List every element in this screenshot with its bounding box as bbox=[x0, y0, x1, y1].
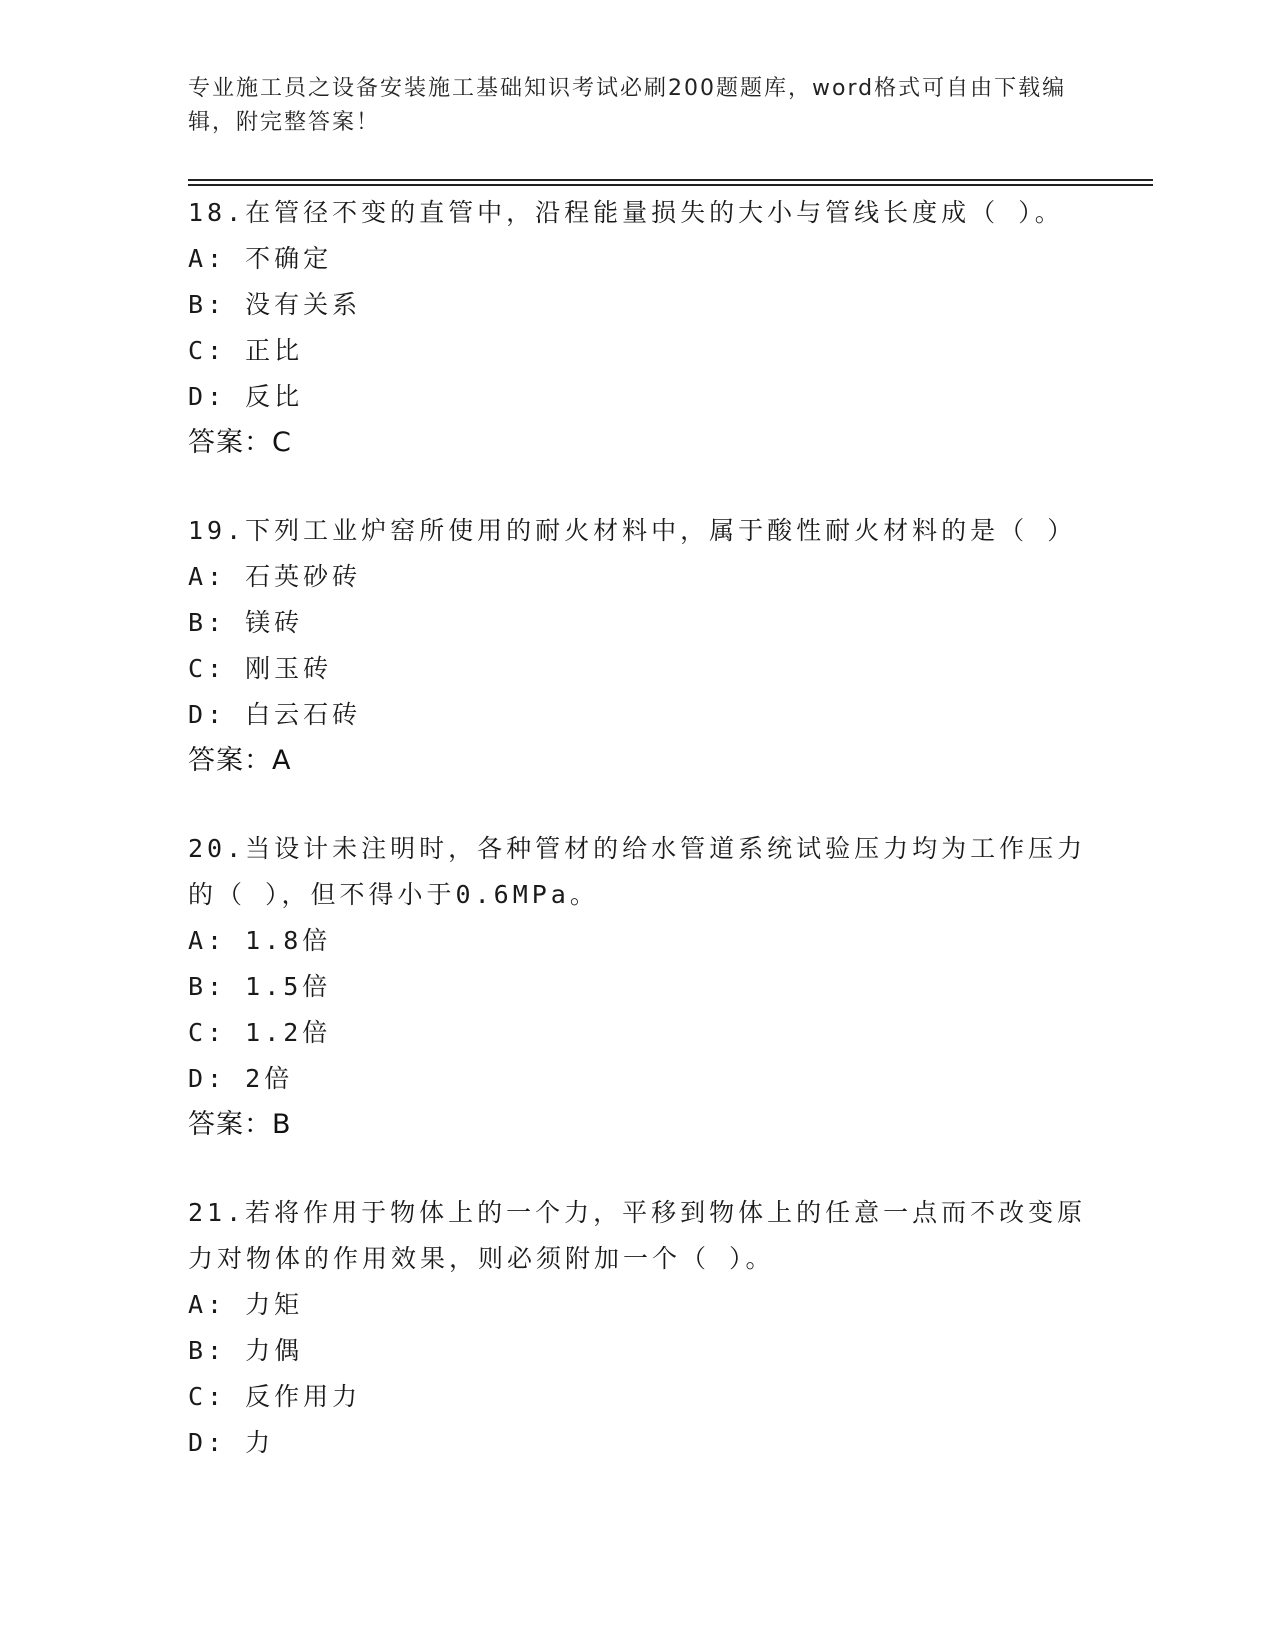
option-d: D: 2倍 bbox=[188, 1064, 294, 1093]
header-divider-bottom bbox=[188, 184, 1153, 186]
option-b: B: 镁砖 bbox=[188, 608, 304, 637]
answer-label: 答案：C bbox=[188, 427, 292, 458]
question-18 bbox=[188, 190, 1088, 466]
option-c: C: 刚玉砖 bbox=[188, 654, 333, 683]
question-stem: 19.下列工业炉窑所使用的耐火材料中，属于酸性耐火材料的是（ ） bbox=[188, 516, 1077, 545]
option-c: C: 正比 bbox=[188, 336, 304, 365]
question-20 bbox=[188, 826, 1088, 1148]
option-d: D: 反比 bbox=[188, 382, 304, 411]
question-stem: 18.在管径不变的直管中，沿程能量损失的大小与管线长度成（ ）。 bbox=[188, 198, 1064, 227]
option-a: A: 1.8倍 bbox=[188, 926, 332, 955]
option-c: C: 反作用力 bbox=[188, 1382, 362, 1411]
option-a: A: 石英砂砖 bbox=[188, 562, 362, 591]
question-stem: 21.若将作用于物体上的一个力，平移到物体上的任意一点而不改变原力对物体的作用效果，则必须附加一个（ ）。 bbox=[188, 1198, 1087, 1273]
answer-label: 答案：B bbox=[188, 1109, 292, 1140]
option-b: B: 没有关系 bbox=[188, 290, 362, 319]
option-b: B: 力偶 bbox=[188, 1336, 304, 1365]
option-a: A: 不确定 bbox=[188, 244, 333, 273]
question-stem: 20.当设计未注明时，各种管材的给水管道系统试验压力均为工作压力的（ ），但不得小于0.6MPa。 bbox=[188, 834, 1087, 909]
option-d: D: 白云石砖 bbox=[188, 700, 362, 729]
option-a: A: 力矩 bbox=[188, 1290, 304, 1319]
header-divider-top bbox=[188, 179, 1153, 181]
option-b: B: 1.5倍 bbox=[188, 972, 332, 1001]
document-header: 专业施工员之设备安装施工基础知识考试必刷200题题库，word格式可自由下载编辑，附完整答案！ bbox=[188, 76, 1067, 135]
option-d: D: 力 bbox=[188, 1428, 275, 1457]
answer-label: 答案：A bbox=[188, 745, 292, 776]
option-c: C: 1.2倍 bbox=[188, 1018, 332, 1047]
question-21 bbox=[188, 1190, 1088, 1466]
question-19 bbox=[188, 508, 1088, 784]
